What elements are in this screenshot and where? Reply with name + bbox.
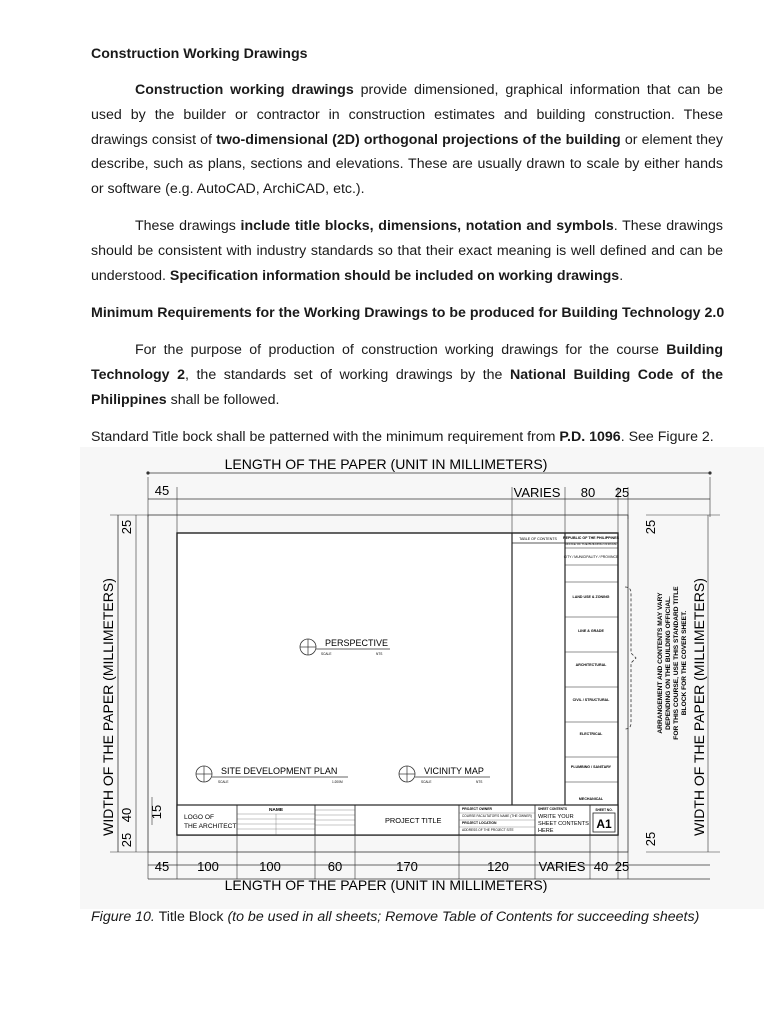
view-nts: 1:200M — [332, 780, 343, 784]
sheet-list-item: CIVIL / STRUCTURAL — [572, 698, 610, 702]
sheet-list-item: ARCHITECTURAL — [575, 663, 607, 667]
text: shall be followed. — [166, 391, 280, 408]
bold-text: Building Technology 2 — [91, 342, 723, 383]
dim-left-25-bottom: 25 — [119, 832, 134, 848]
view-nts: NTS — [476, 780, 483, 784]
width-label-left: WIDTH OF THE PAPER (MILLIMETERS) — [100, 578, 116, 836]
heading-construction-working-drawings: Construction Working Drawings — [91, 46, 308, 62]
sheet-contents-line: WRITE YOUR — [538, 814, 574, 820]
text: . See Figure 2. — [620, 429, 714, 445]
dim-left-40: 40 — [119, 807, 134, 823]
title-block-drawing — [80, 447, 764, 909]
logo-label-line: THE ARCHITECT — [184, 823, 237, 830]
drawing-border — [177, 533, 618, 835]
sheet-list-item: MECHANICAL — [578, 797, 604, 801]
view-scale: SCALE — [421, 780, 432, 784]
text: Standard Title bock shall be patterned with the minimum requirement from — [91, 429, 560, 445]
sheet-contents-line: HERE — [538, 828, 554, 834]
sheet-list-item: LINE & GRADE — [578, 629, 604, 633]
dim-top-25: 25 — [614, 485, 630, 500]
text: These drawings — [135, 218, 241, 234]
dim-bottom-100b: 100 — [259, 859, 281, 874]
dim-bottom-170: 170 — [396, 859, 418, 874]
office-label: OFFICE OF THE BUILDING OFFICIAL — [564, 542, 618, 546]
sheet-list-item: LAND USE & ZONING — [572, 595, 610, 599]
dim-bottom-100a: 100 — [197, 859, 219, 874]
dim-bottom-40: 40 — [593, 859, 609, 874]
side-note-line: FOR THIS COURSE, USE THIS STANDARD TITLE — [673, 586, 680, 740]
republic-label: REPUBLIC OF THE PHILIPPINES — [563, 536, 619, 540]
dim-bottom-varies: VARIES — [538, 859, 586, 874]
text: . — [619, 267, 624, 284]
length-label-bottom: LENGTH OF THE PAPER (UNIT IN MILLIMETERS) — [224, 877, 548, 893]
caption-main: Title Block — [154, 909, 228, 925]
dim-top-varies: VARIES — [513, 485, 561, 500]
address-line: ADDRESS OF THE PROJECT SITE — [462, 828, 514, 832]
project-owner-label: PROJECT OWNER — [462, 807, 492, 811]
length-label-top: LENGTH OF THE PAPER (UNIT IN MILLIMETERS) — [224, 456, 548, 472]
side-note-line: BLOCK FOR THE COVER SHEET. — [681, 610, 688, 716]
text: or element they describe, such as plans, sections and elevations. These are usually drawn to scale by either hands or software (e.g. AutoCAD, ArchiCAD, etc.). — [91, 131, 723, 198]
view-title: PERSPECTIVE — [325, 638, 389, 648]
text: provide dimensioned, graphical information that can be used by the builder or contractor in construction estimates and building construction. These drawings consist of — [91, 82, 723, 148]
dim-right-25-bottom: 25 — [643, 831, 658, 847]
side-note-line: DEPENDING ON THE BUILDING OFFICIAL. — [665, 596, 672, 730]
text: . These drawings should be consistent with industry standards so that their exact meaning is well defined and can be understood. — [91, 218, 723, 284]
view-title: VICINITY MAP — [424, 766, 484, 776]
bold-text: Construction working drawings — [135, 82, 354, 98]
paragraph-drawings-content — [91, 214, 723, 288]
dim-right-25-top: 25 — [643, 519, 658, 535]
figure-caption — [91, 909, 699, 925]
dim-left-15: 15 — [149, 804, 164, 820]
dim-bottom-120: 120 — [487, 859, 509, 874]
dim-bottom-60: 60 — [327, 859, 343, 874]
sheet-contents-line: SHEET CONTENTS — [538, 821, 589, 827]
text: , the standards set of working drawings by the — [185, 366, 510, 383]
sheet-number: A1 — [596, 817, 612, 831]
sheet-list-item: ELECTRICAL — [579, 732, 603, 736]
paragraph-intro — [91, 78, 723, 202]
bold-text: P.D. 1096 — [559, 429, 621, 445]
view-nts: NTS — [376, 652, 383, 656]
text: For the purpose of production of construction working drawings for the course — [135, 342, 667, 358]
bold-text: two-dimensional (2D) orthogonal projections of the building — [216, 131, 621, 148]
sheet-no-label: SHEET NO. — [595, 808, 613, 812]
width-label-right: WIDTH OF THE PAPER (MILLIMETERS) — [691, 578, 707, 836]
city-label: CITY / MUNICIPALITY / PROVINCE — [563, 555, 619, 559]
logo-label-line: LOGO OF — [184, 814, 215, 821]
project-title: PROJECT TITLE — [385, 816, 442, 825]
side-note-line: ARRANGEMENT AND CONTENTS MAY VARY — [657, 592, 664, 734]
project-location-label: PROJECT LOCATION — [462, 821, 497, 825]
dim-left-25-top: 25 — [119, 519, 134, 535]
name-label: NAME — [268, 808, 284, 813]
bold-text: include title blocks, dimensions, notation and symbols — [240, 218, 614, 234]
bold-text: Specification information should be included on working drawings — [169, 267, 620, 284]
course-facilitator-line: COURSE FACILITATOR'S NAME (THE OWNER) — [462, 814, 532, 818]
sheet-contents-label: SHEET CONTENTS — [538, 807, 568, 811]
sheet-list-item: PLUMBING / SANITARY — [570, 765, 612, 769]
view-title: SITE DEVELOPMENT PLAN — [221, 766, 338, 776]
caption-note: (to be used in all sheets; Remove Table of Contents for succeeding sheets) — [227, 909, 700, 925]
dim-top-45: 45 — [154, 483, 170, 498]
caption-prefix: Figure 10. — [91, 909, 155, 925]
dim-bottom-25: 25 — [614, 859, 630, 874]
heading-minimum-requirements: Minimum Requirements for the Working Drawings to be produced for Building Technology 2.0 — [91, 305, 725, 321]
toc-header: TABLE OF CONTENTS — [519, 537, 557, 541]
paragraph-purpose — [91, 338, 723, 412]
bold-text: National Building Code of the Philippines — [91, 366, 723, 408]
dim-bottom-45: 45 — [154, 859, 170, 874]
view-scale: SCALE — [218, 780, 229, 784]
dim-top-80: 80 — [580, 485, 596, 500]
view-scale: SCALE — [321, 652, 332, 656]
title-block-figure — [80, 447, 764, 909]
